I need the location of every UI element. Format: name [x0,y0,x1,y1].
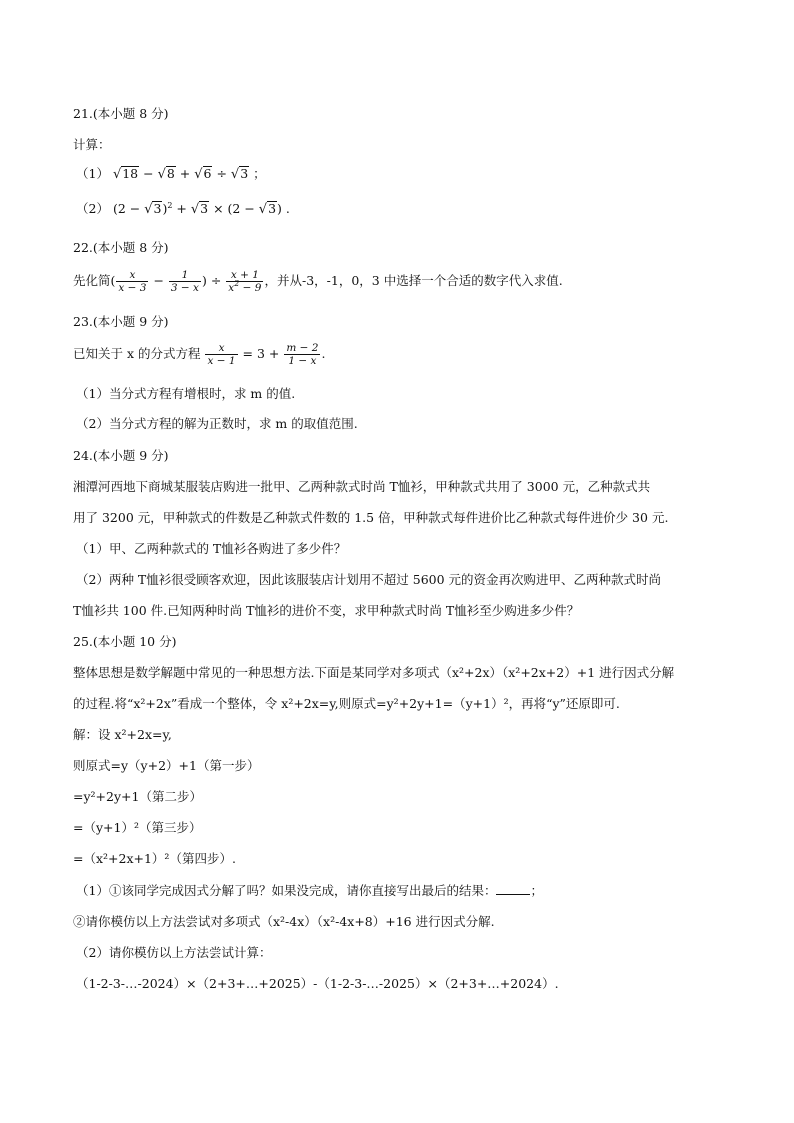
q21-part2-formula: $(2 - √3)^2 + √3 \times (2 - √3)$ [112,201,286,217]
q22-header: 22.(本小题 8 分) [73,240,169,255]
q25-part1a-text: （1）①该同学完成因式分解了吗？如果没完成，请你直接写出最后的结果： [76,883,497,898]
q25-solution-step4: =（x²+2x+1）²（第四步）. [73,851,236,866]
q22-frac-3: $\frac{x + 1}{x^2 - 9}$ [228,269,262,294]
q21-part1-sep: ； [253,166,266,181]
q23-part2: （2）当分式方程的解为正数时，求 m 的取值范围. [76,416,358,431]
q25-solution-step0: 解：设 x²+2x=y, [73,727,172,742]
q22-frac-1: $\frac{x}{x - 3}$ [118,269,147,294]
q25-part2: （2）请你模仿以上方法尝试计算： [76,945,272,960]
q25-part1a [76,883,543,899]
q21-part1 [76,166,266,183]
q23-part1: （1）当分式方程有增根时，求 m 的值. [76,386,296,401]
q23-header: 23.(本小题 9 分) [73,314,169,329]
q23-frac-2: $\frac{m - 2}{1 - x}$ [286,342,319,367]
q25-part1b: ②请你模仿以上方法尝试对多项式（x²-4x）（x²-4x+8）+16 进行因式分解. [73,914,495,929]
answer-blank[interactable] [496,883,530,895]
q22-lead: 先化简 [73,273,111,288]
q21-part2-end: . [285,201,290,216]
q24-part2-line2: T恤衫共 100 件.已知两种时尚 T恤衫的进价不变，求甲种款式时尚 T恤衫至少购进多少件？ [73,603,580,618]
q25-part1a-end: ； [530,883,543,898]
q22-tail: ，并从-3，-1，0，3 中选择一个合适的数字代入求值. [264,273,563,288]
q24-part1: （1）甲、乙两种款式的 T恤衫各购进了多少件？ [76,541,347,556]
q25-line1: 整体思想是数学解题中常见的一种思想方法.下面是某同学对多项式（x²+2x）（x²+2x+2）+1 进行因式分解 [73,665,675,680]
q21-part1-formula: √18 − √8 + √6 ÷ √3 [112,166,249,182]
q21-intro: 计算： [73,137,111,152]
q21-part2-label: （2） [76,201,109,216]
q25-header: 25.(本小题 10 分) [73,634,177,649]
q25-solution-step3: =（y+1）²（第三步） [73,820,202,835]
q25-line2: 的过程.将“x²+2x”看成一个整体，令 x²+2x=y,则原式=y²+2y+1=（y+1）²，再将“y”还原即可. [73,696,620,711]
q21-part2 [76,201,290,218]
q22-body: 先化简( $\frac{x}{x - 3}$ − $\frac{1}{3 - x}$ ) ÷ $\frac{x + 1}{x^2 - 9}$ ，并从-3，-1，0，3 中选择一个合适的数字代入求值. [73,269,563,294]
q24-part2-line1: （2）两种 T恤衫很受顾客欢迎，因此该服装店计划用不超过 5600 元的资金再次购进甲、乙两种款式时尚 [76,572,662,587]
q23-body: 已知关于 x 的分式方程 $\frac{x}{x - 1}$ = 3 + $\frac{m - 2}{1 - x}$ . [73,342,326,367]
q24-line1: 湘潭河西地下商城某服装店购进一批甲、乙两种款式时尚 T恤衫，甲种款式共用了 3000 元，乙种款式共 [73,479,651,494]
q21-part1-label: （1） [76,166,109,181]
q24-header: 24.(本小题 9 分) [73,448,169,463]
q25-solution-step1: 则原式=y（y+2）+1（第一步） [73,758,260,773]
q23-lead: 已知关于 x 的分式方程 [73,346,201,361]
q25-part2-expression: （1-2-3-…-2024）×（2+3+…+2025）-（1-2-3-…-2025）×（2+3+…+2024）. [76,976,559,991]
q23-frac-1: $\frac{x}{x - 1}$ [207,342,236,367]
q25-solution-step2: =y²+2y+1（第二步） [73,789,202,804]
q22-frac-2: $\frac{1}{3 - x}$ [170,269,199,294]
q21-header: 21.(本小题 8 分) [73,106,169,121]
q24-line2: 用了 3200 元，甲种款式的件数是乙种款式件数的 1.5 倍，甲种款式每件进价比乙种款式每件进价少 30 元. [73,510,669,525]
